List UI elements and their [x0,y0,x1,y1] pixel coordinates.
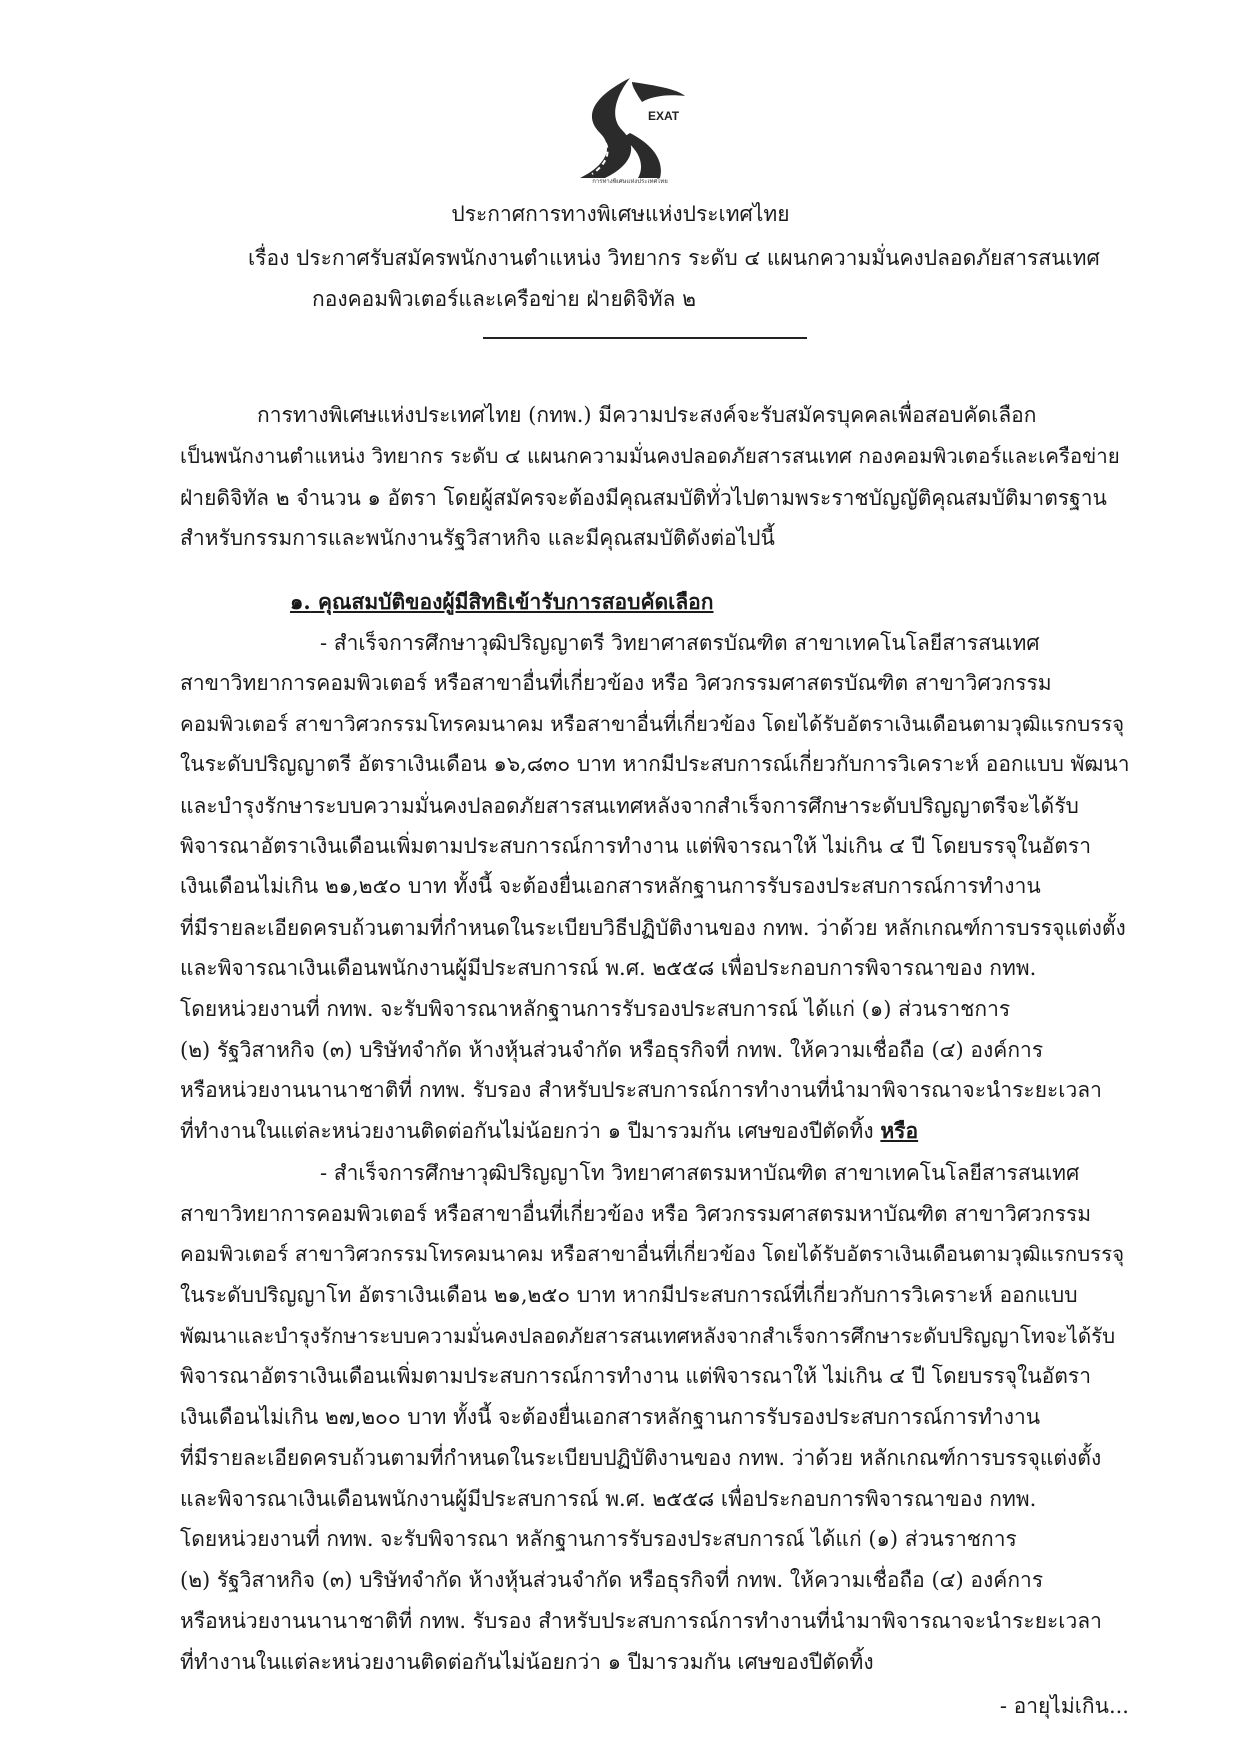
master-line: หรือหน่วยงานนานาชาติที่ กทพ. รับรอง สำหรับประสบการณ์การทำงานที่นำมาพิจารณาจะนำระยะเวลา [180,1609,1102,1633]
bachelor-line: โดยหน่วยงานที่ กทพ. จะรับพิจารณาหลักฐานการรับรองประสบการณ์ ได้แก่ (๑) ส่วนราชการ [180,997,1011,1021]
bachelor-line: สาขาวิทยาการคอมพิวเตอร์ หรือสาขาอื่นที่เกี่ยวข้อง หรือ วิศวกรรมศาสตรบัณฑิต สาขาวิศวกรรม [180,671,1052,695]
intro-line: การทางพิเศษแห่งประเทศไทย (กทพ.) มีความประสงค์จะรับสมัครบุคคลเพื่อสอบคัดเลือก [257,403,1037,427]
bachelor-line: - สำเร็จการศึกษาวุฒิปริญญาตรี วิทยาศาสตรบัณฑิต สาขาเทคโนโลยีสารสนเทศ [320,631,1040,655]
subject-line-2: กองคอมพิวเตอร์และเครือข่าย ฝ่ายดิจิทัล ๒ [312,287,696,311]
master-line: สาขาวิทยาการคอมพิวเตอร์ หรือสาขาอื่นที่เกี่ยวข้อง หรือ วิศวกรรมศาสตรมหาบัณฑิต สาขาวิศวกรรม [180,1202,1092,1226]
master-line: ที่มีรายละเอียดครบถ้วนตามที่กำหนดในระเบียบปฏิบัติงานของ กทพ. ว่าด้วย หลักเกณฑ์การบรรจุแต่งตั้ง [180,1446,1102,1470]
master-line: เงินเดือนไม่เกิน ๒๗,๒๐๐ บาท ทั้งนี้ จะต้องยื่นเอกสารหลักฐานการรับรองประสบการณ์การทำงาน [180,1405,1041,1429]
master-line: - สำเร็จการศึกษาวุฒิปริญญาโท วิทยาศาสตรมหาบัณฑิต สาขาเทคโนโลยีสารสนเทศ [320,1161,1080,1185]
bachelor-line: (๒) รัฐวิสาหกิจ (๓) บริษัทจำกัด ห้างหุ้นส่วนจำกัด หรือธุรกิจที่ กทพ. ให้ความเชื่อถือ (๔) องค์การ [180,1038,1044,1062]
bachelor-line: ในระดับปริญญาตรี อัตราเงินเดือน ๑๖,๘๓๐ บาท หากมีประสบการณ์เกี่ยวกับการวิเคราะห์ ออกแบบ พัฒนา [180,752,1130,776]
bachelor-line: และบำรุงรักษาระบบความมั่นคงปลอดภัยสารสนเทศหลังจากสำเร็จการศึกษาระดับปริญญาตรีจะได้รับ [180,794,1079,818]
bachelor-line: เงินเดือนไม่เกิน ๒๑,๒๕๐ บาท ทั้งนี้ จะต้องยื่นเอกสารหลักฐานการรับรองประสบการณ์การทำงาน [180,874,1041,898]
intro-line: สำหรับกรรมการและพนักงานรัฐวิสาหกิจ และมีคุณสมบัติดังต่อไปนี้ [180,526,775,550]
bachelor-line: และพิจารณาเงินเดือนพนักงานผู้มีประสบการณ์ พ.ศ. ๒๕๕๘ เพื่อประกอบการพิจารณาของ กทพ. [180,956,1037,980]
master-line: (๒) รัฐวิสาหกิจ (๓) บริษัทจำกัด ห้างหุ้นส่วนจำกัด หรือธุรกิจที่ กทพ. ให้ความเชื่อถือ (๔) องค์การ [180,1568,1044,1592]
master-line: คอมพิวเตอร์ สาขาวิศวกรรมโทรคมนาคม หรือสาขาอื่นที่เกี่ยวข้อง โดยได้รับอัตราเงินเดือนตามวุฒิแรกบรรจุ [180,1242,1125,1266]
section-1-title: คุณสมบัติของผู้มีสิทธิเข้ารับการสอบคัดเลือก [317,589,714,614]
master-line: ในระดับปริญญาโท อัตราเงินเดือน ๒๑,๒๕๐ บาท หากมีประสบการณ์ที่เกี่ยวกับการวิเคราะห์ ออกแบบ [180,1283,1078,1307]
exat-logo [560,78,720,186]
master-line: ที่ทำงานในแต่ละหน่วยงานติดต่อกันไม่น้อยกว่า ๑ ปีมารวมกัน เศษของปีตัดทิ้ง [180,1650,874,1674]
bachelor-line-last [180,1115,918,1148]
or-keyword: หรือ [880,1118,919,1143]
agency-title: ประกาศการทางพิเศษแห่งประเทศไทย [451,202,790,226]
bachelor-line: คอมพิวเตอร์ สาขาวิศวกรรมโทรคมนาคม หรือสาขาอื่นที่เกี่ยวข้อง โดยได้รับอัตราเงินเดือนตามวุฒิแรกบรรจุ [180,712,1125,736]
continuation-note: - อายุไม่เกิน... [999,1694,1129,1718]
master-line: พิจารณาอัตราเงินเดือนเพิ่มตามประสบการณ์การทำงาน แต่พิจารณาให้ ไม่เกิน ๔ ปี โดยบรรจุในอัตรา [180,1364,1092,1388]
bachelor-line: ที่มีรายละเอียดครบถ้วนตามที่กำหนดในระเบียบวิธีปฏิบัติงานของ กทพ. ว่าด้วย หลักเกณฑ์การบรรจุแต่งตั้ง [180,916,1126,940]
bachelor-line: พิจารณาอัตราเงินเดือนเพิ่มตามประสบการณ์การทำงาน แต่พิจารณาให้ ไม่เกิน ๔ ปี โดยบรรจุในอัตรา [180,834,1092,858]
master-line: และพิจารณาเงินเดือนพนักงานผู้มีประสบการณ์ พ.ศ. ๒๕๕๘ เพื่อประกอบการพิจารณาของ กทพ. [180,1487,1037,1511]
exat-road-icon [560,78,720,186]
svg-text:EXAT: EXAT [648,109,680,123]
header-divider [483,337,807,339]
master-line: โดยหน่วยงานที่ กทพ. จะรับพิจารณา หลักฐานการรับรองประสบการณ์ ได้แก่ (๑) ส่วนราชการ [180,1527,1017,1551]
intro-line: ฝ่ายดิจิทัล ๒ จำนวน ๑ อัตรา โดยผู้สมัครจะต้องมีคุณสมบัติทั่วไปตามพระราชบัญญัติคุณสมบัติมาตรฐาน [180,486,1107,510]
bachelor-line-text: ที่ทำงานในแต่ละหน่วยงานติดต่อกันไม่น้อยกว่า ๑ ปีมารวมกัน เศษของปีตัดทิ้ง [180,1119,874,1143]
section-1-number: ๑. [290,589,311,614]
section-1-heading [290,586,714,619]
subject-line-1: เรื่อง ประกาศรับสมัครพนักงานตำแหน่ง วิทยากร ระดับ ๔ แผนกความมั่นคงปลอดภัยสารสนเทศ [248,246,1100,270]
intro-line: เป็นพนักงานตำแหน่ง วิทยากร ระดับ ๔ แผนกความมั่นคงปลอดภัยสารสนเทศ กองคอมพิวเตอร์และเครือข่าย [180,444,1120,468]
master-line: พัฒนาและบำรุงรักษาระบบความมั่นคงปลอดภัยสารสนเทศหลังจากสำเร็จการศึกษาระดับปริญญาโทจะได้รับ [180,1324,1116,1348]
svg-text:การทางพิเศษแห่งประเทศไทย: การทางพิเศษแห่งประเทศไทย [592,178,668,185]
bachelor-line: หรือหน่วยงานนานาชาติที่ กทพ. รับรอง สำหรับประสบการณ์การทำงานที่นำมาพิจารณาจะนำระยะเวลา [180,1078,1102,1102]
